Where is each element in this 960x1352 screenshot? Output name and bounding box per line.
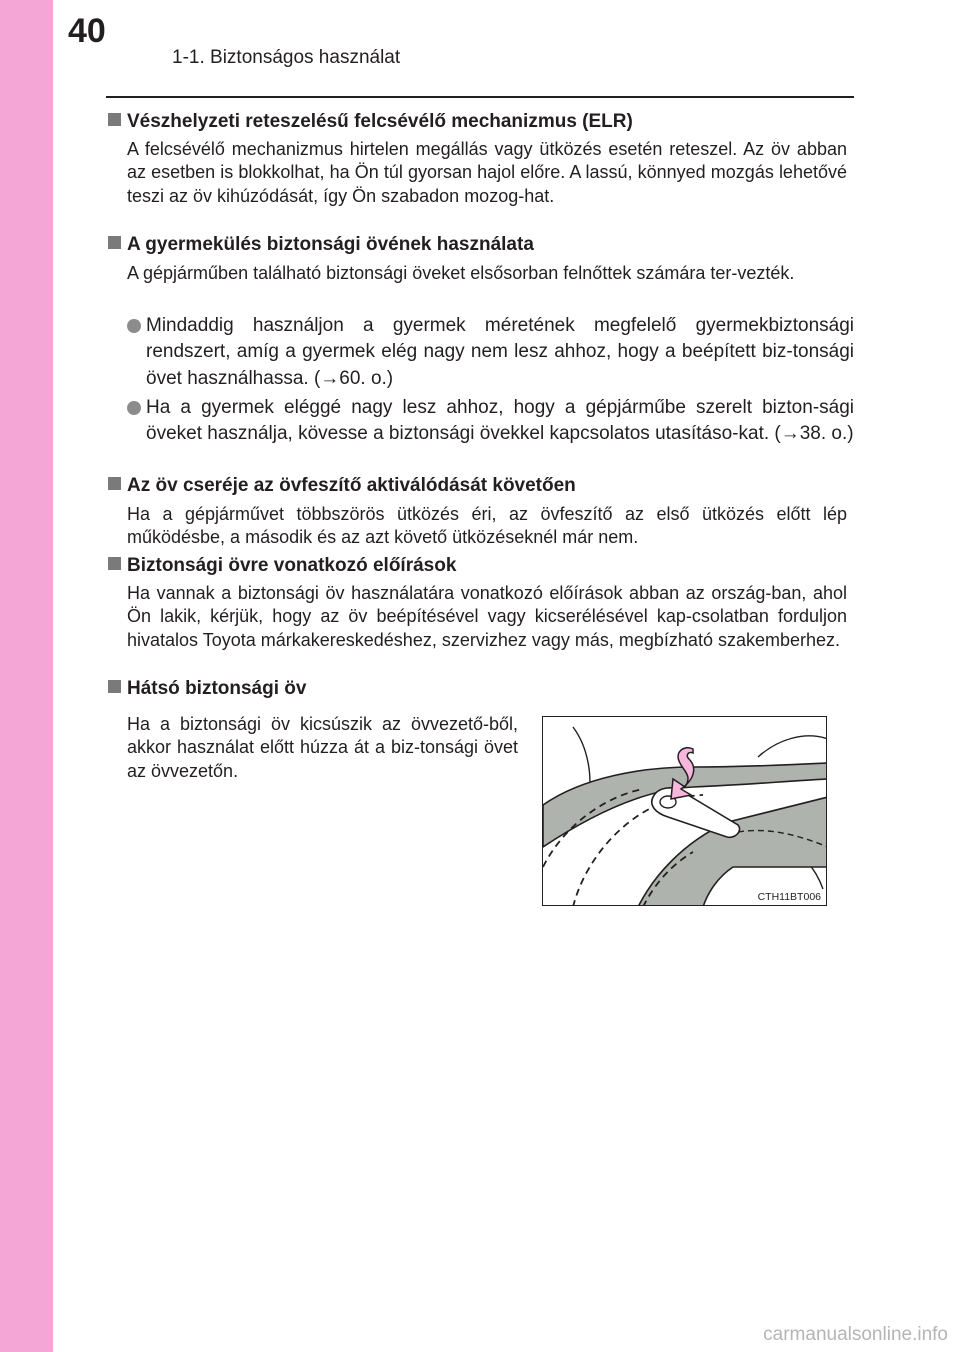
chapter-color-tab (0, 0, 53, 1352)
heading-square-icon (108, 113, 121, 126)
seatbelt-guide-figure (542, 716, 827, 906)
figure-code: CTH11BT006 (757, 891, 821, 903)
watermark: carmanualsonline.info (763, 1324, 948, 1345)
seatbelt-guide-illustration-icon (543, 717, 827, 906)
heading-text: Biztonsági övre vonatkozó előírások (127, 555, 457, 576)
bullet-dot-icon (127, 401, 141, 415)
heading-text: Vészhelyzeti reteszelésű felcsévélő mechanizmus (ELR) (127, 111, 633, 132)
bullet-item (127, 395, 854, 448)
section-heading-regulations (108, 554, 456, 578)
heading-square-icon (108, 557, 121, 570)
section-heading-rear-seatbelt (108, 677, 306, 701)
heading-text: Hátsó biztonsági öv (127, 678, 307, 699)
section-text-elr: A felcsévélő mechanizmus hirtelen megállás vagy ütközés esetén reteszel. Az öv abban az esetben is blokkolhat, ha Ön túl gyorsan hajol előre. A lassú, könnyed mozgás lehetővé teszi az öv kihúzódását, így Ön szabadon mozog-hat. (127, 139, 847, 206)
header-divider (106, 96, 854, 98)
section-text-child-seatbelt: A gépjárműben található biztonsági öveket elsősorban felnőttek számára ter-vezték. (127, 263, 795, 283)
bullet-text: Mindaddig használjon a gyermek méretének megfelelő gyermekbiztonsági rendszert, amíg a gyermek elég nagy nem lesz ahhoz, hogy a beépített biz-tonsági övet használhassa. (→60. o.) (146, 315, 854, 389)
heading-square-icon (108, 236, 121, 249)
section-heading-elr (108, 110, 633, 134)
section-text-pretensioner: Ha a gépjárművet többszörös ütközés éri, az övfeszítő az első ütközés előtt lép működésbe, a második és az azt követő ütközéseknél már nem. (127, 504, 847, 548)
heading-text: A gyermekülés biztonsági övének használata (127, 234, 534, 255)
section-heading-child-seatbelt (108, 233, 534, 257)
page-number: 40 (68, 12, 106, 50)
section-text-rear-seatbelt: Ha a biztonsági öv kicsúszik az övvezető-ből, akkor használat előtt húzza át a biz-tonsági övet az övvezetőn. (127, 714, 518, 781)
bullet-dot-icon (127, 319, 141, 333)
section-text-regulations: Ha vannak a biztonsági öv használatára vonatkozó előírások abban az ország-ban, ahol Ön lakik, kérjük, hogy az öv beépítésével vagy kicserélésével kap-csolatban forduljon hivatalos Toyota márkakereskedéshez, szervizhez vagy más, megbízható szakemberhez. (127, 583, 847, 650)
heading-square-icon (108, 477, 121, 490)
section-heading-pretensioner (108, 474, 576, 498)
heading-text: Az öv cseréje az övfeszítő aktiválódását követően (127, 475, 576, 496)
bullet-text: Ha a gyermek eléggé nagy lesz ahhoz, hogy a gépjárműbe szerelt bizton-sági öveket használja, kövesse a biztonsági övekkel kapcsolatos utasításo-kat. (→38. o.) (146, 397, 854, 445)
chapter-title: 1-1. Biztonságos használat (172, 47, 401, 68)
heading-square-icon (108, 680, 121, 693)
bullet-item (127, 313, 854, 392)
